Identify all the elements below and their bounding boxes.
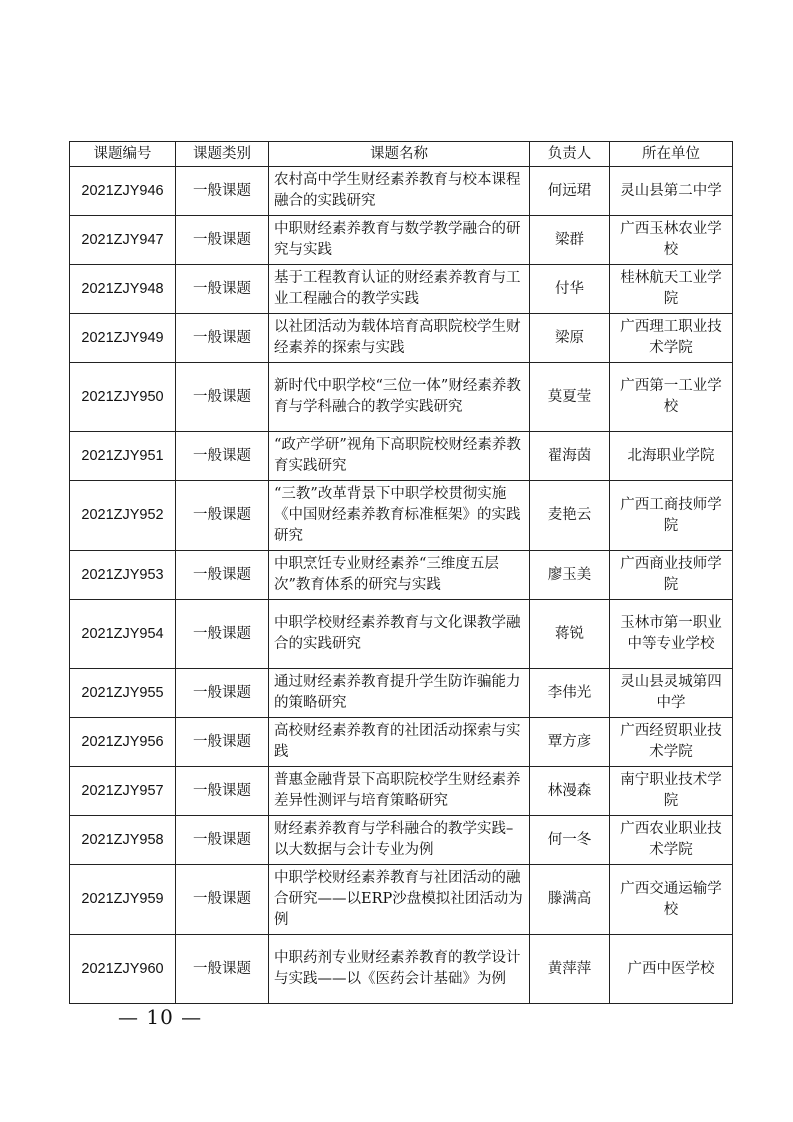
cell-project-name: 新时代中职学校“三位一体”财经素养教育与学科融合的教学实践研究 — [269, 363, 530, 432]
cell-project-id: 2021ZJY952 — [70, 481, 176, 551]
cell-project-name: “三教”改革背景下中职学校贯彻实施《中国财经素养教育标准框架》的实践研究 — [269, 481, 530, 551]
cell-project-id: 2021ZJY954 — [70, 600, 176, 669]
table-row — [70, 216, 733, 265]
cell-unit: 南宁职业技术学院 — [610, 767, 733, 816]
cell-unit: 灵山县灵城第四中学 — [610, 669, 733, 718]
cell-project-category: 一般课题 — [176, 816, 269, 865]
cell-project-category: 一般课题 — [176, 363, 269, 432]
cell-project-name: 农村高中学生财经素养教育与校本课程融合的实践研究 — [269, 167, 530, 216]
header-project-id: 课题编号 — [70, 142, 176, 167]
cell-project-name: 普惠金融背景下高职院校学生财经素养差异性测评与培育策略研究 — [269, 767, 530, 816]
cell-project-name: 基于工程教育认证的财经素养教育与工业工程融合的教学实践 — [269, 265, 530, 314]
cell-project-category: 一般课题 — [176, 432, 269, 481]
cell-project-name: 中职财经素养教育与数学教学融合的研究与实践 — [269, 216, 530, 265]
project-table — [69, 141, 733, 1004]
cell-project-category: 一般课题 — [176, 167, 269, 216]
cell-project-category: 一般课题 — [176, 767, 269, 816]
cell-project-name: 中职学校财经素养教育与文化课教学融合的实践研究 — [269, 600, 530, 669]
cell-project-name: 中职学校财经素养教育与社团活动的融合研究——以ERP沙盘模拟社团活动为例 — [269, 865, 530, 935]
cell-project-id: 2021ZJY948 — [70, 265, 176, 314]
cell-person-in-charge: 梁原 — [530, 314, 610, 363]
cell-project-id: 2021ZJY947 — [70, 216, 176, 265]
cell-project-id: 2021ZJY958 — [70, 816, 176, 865]
cell-project-id: 2021ZJY956 — [70, 718, 176, 767]
cell-unit: 广西经贸职业技术学院 — [610, 718, 733, 767]
cell-person-in-charge: 覃方彦 — [530, 718, 610, 767]
cell-project-name: 财经素养教育与学科融合的教学实践–以大数据与会计专业为例 — [269, 816, 530, 865]
cell-project-category: 一般课题 — [176, 718, 269, 767]
cell-unit: 广西商业技师学院 — [610, 551, 733, 600]
cell-project-id: 2021ZJY950 — [70, 363, 176, 432]
cell-person-in-charge: 林漫森 — [530, 767, 610, 816]
cell-unit: 广西玉林农业学校 — [610, 216, 733, 265]
cell-project-category: 一般课题 — [176, 600, 269, 669]
cell-person-in-charge: 何一冬 — [530, 816, 610, 865]
cell-project-category: 一般课题 — [176, 551, 269, 600]
cell-unit: 广西工商技师学院 — [610, 481, 733, 551]
cell-unit: 玉林市第一职业中等专业学校 — [610, 600, 733, 669]
table-row — [70, 718, 733, 767]
cell-project-id: 2021ZJY960 — [70, 935, 176, 1004]
cell-project-category: 一般课题 — [176, 314, 269, 363]
cell-project-name: 通过财经素养教育提升学生防诈骗能力的策略研究 — [269, 669, 530, 718]
cell-project-name: 中职烹饪专业财经素养“三维度五层次”教育体系的研究与实践 — [269, 551, 530, 600]
table-row — [70, 669, 733, 718]
table-row — [70, 551, 733, 600]
cell-project-name: 以社团活动为载体培育高职院校学生财经素养的探索与实践 — [269, 314, 530, 363]
cell-person-in-charge: 何远珺 — [530, 167, 610, 216]
cell-unit: 北海职业学院 — [610, 432, 733, 481]
cell-person-in-charge: 黄萍萍 — [530, 935, 610, 1004]
table-row — [70, 314, 733, 363]
cell-project-category: 一般课题 — [176, 935, 269, 1004]
table-row — [70, 767, 733, 816]
table-body — [70, 167, 733, 1004]
table-row — [70, 167, 733, 216]
table-row — [70, 935, 733, 1004]
cell-unit: 广西理工职业技术学院 — [610, 314, 733, 363]
header-person-in-charge: 负责人 — [530, 142, 610, 167]
table-row — [70, 600, 733, 669]
header-project-category: 课题类别 — [176, 142, 269, 167]
cell-project-id: 2021ZJY955 — [70, 669, 176, 718]
cell-unit: 广西第一工业学校 — [610, 363, 733, 432]
table-row — [70, 865, 733, 935]
cell-person-in-charge: 廖玉美 — [530, 551, 610, 600]
cell-project-category: 一般课题 — [176, 865, 269, 935]
cell-unit: 广西中医学校 — [610, 935, 733, 1004]
table-row — [70, 481, 733, 551]
page-number: — 10 — — [118, 1005, 203, 1029]
cell-person-in-charge: 莫夏莹 — [530, 363, 610, 432]
cell-person-in-charge: 滕满高 — [530, 865, 610, 935]
cell-project-id: 2021ZJY949 — [70, 314, 176, 363]
cell-project-category: 一般课题 — [176, 265, 269, 314]
cell-project-category: 一般课题 — [176, 669, 269, 718]
table-row — [70, 363, 733, 432]
cell-person-in-charge: 蒋锐 — [530, 600, 610, 669]
header-project-name: 课题名称 — [269, 142, 530, 167]
cell-project-name: 高校财经素养教育的社团活动探索与实践 — [269, 718, 530, 767]
table-row — [70, 432, 733, 481]
cell-person-in-charge: 李伟光 — [530, 669, 610, 718]
cell-project-name: “政产学研”视角下高职院校财经素养教育实践研究 — [269, 432, 530, 481]
table-header-row — [70, 142, 733, 167]
cell-project-category: 一般课题 — [176, 481, 269, 551]
cell-person-in-charge: 翟海茵 — [530, 432, 610, 481]
cell-project-category: 一般课题 — [176, 216, 269, 265]
cell-project-name: 中职药剂专业财经素养教育的教学设计与实践——以《医药会计基础》为例 — [269, 935, 530, 1004]
cell-unit: 灵山县第二中学 — [610, 167, 733, 216]
cell-project-id: 2021ZJY959 — [70, 865, 176, 935]
table-row — [70, 816, 733, 865]
cell-person-in-charge: 麦艳云 — [530, 481, 610, 551]
cell-project-id: 2021ZJY957 — [70, 767, 176, 816]
cell-unit: 广西交通运输学校 — [610, 865, 733, 935]
cell-person-in-charge: 梁群 — [530, 216, 610, 265]
cell-person-in-charge: 付华 — [530, 265, 610, 314]
table-row — [70, 265, 733, 314]
cell-unit: 广西农业职业技术学院 — [610, 816, 733, 865]
header-unit: 所在单位 — [610, 142, 733, 167]
cell-project-id: 2021ZJY953 — [70, 551, 176, 600]
cell-project-id: 2021ZJY946 — [70, 167, 176, 216]
cell-unit: 桂林航天工业学院 — [610, 265, 733, 314]
cell-project-id: 2021ZJY951 — [70, 432, 176, 481]
